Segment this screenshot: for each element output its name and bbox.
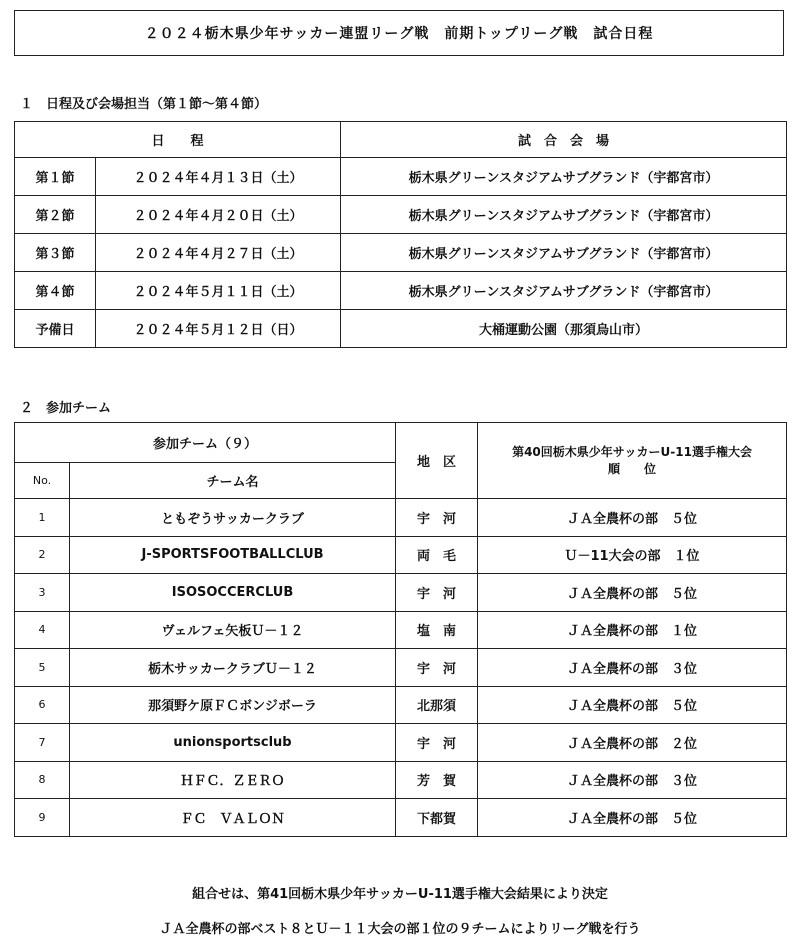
team-no: 2 bbox=[15, 536, 70, 574]
team-row bbox=[15, 649, 787, 687]
team-row bbox=[15, 536, 787, 574]
team-name: ISOSOCCERCLUB bbox=[70, 574, 396, 612]
schedule-venue: 栃木県グリーンスタジアムサブグランド（宇都宮市） bbox=[341, 234, 787, 272]
teams-header-result-title: 第40回栃木県少年サッカーU-11選手権大会 bbox=[512, 444, 752, 459]
team-row bbox=[15, 499, 787, 537]
section2-heading: ２ 参加チーム bbox=[20, 401, 112, 416]
team-row bbox=[15, 611, 787, 649]
schedule-venue: 栃木県グリーンスタジアムサブグランド（宇都宮市） bbox=[341, 272, 787, 310]
team-result: ＪＡ全農杯の部 ５位 bbox=[478, 799, 787, 837]
teams-header-area: 地 区 bbox=[396, 423, 478, 499]
team-name: ヴェルフェ矢板Ｕ－１２ bbox=[70, 611, 396, 649]
schedule-header-date: 日 程 bbox=[15, 122, 341, 158]
team-no: 3 bbox=[15, 574, 70, 612]
team-result: ＪＡ全農杯の部 ５位 bbox=[478, 574, 787, 612]
team-no: 8 bbox=[15, 761, 70, 799]
schedule-label: 予備日 bbox=[15, 310, 96, 348]
schedule-row bbox=[15, 196, 787, 234]
schedule-row bbox=[15, 234, 787, 272]
schedule-row bbox=[15, 158, 787, 196]
schedule-venue: 栃木県グリーンスタジアムサブグランド（宇都宮市） bbox=[341, 158, 787, 196]
team-name: J-SPORTSFOOTBALLCLUB bbox=[70, 536, 396, 574]
team-name: unionsportsclub bbox=[70, 724, 396, 762]
schedule-row bbox=[15, 310, 787, 348]
teams-table bbox=[14, 422, 787, 837]
team-no: 4 bbox=[15, 611, 70, 649]
team-row bbox=[15, 686, 787, 724]
schedule-header-venue: 試 合 会 場 bbox=[341, 122, 787, 158]
team-area: 芳 賀 bbox=[396, 761, 478, 799]
schedule-date: ２０２４年４月２０日（土） bbox=[96, 196, 341, 234]
schedule-date: ２０２４年５月１２日（日） bbox=[96, 310, 341, 348]
team-result: ＪＡ全農杯の部 ３位 bbox=[478, 761, 787, 799]
team-name: ＨＦＣ．ＺＥＲＯ bbox=[70, 761, 396, 799]
team-result: Ｕ－11大会の部 １位 bbox=[478, 536, 787, 574]
schedule-date: ２０２４年４月１３日（土） bbox=[96, 158, 341, 196]
team-no: 7 bbox=[15, 724, 70, 762]
schedule-date: ２０２４年５月１１日（土） bbox=[96, 272, 341, 310]
teams-header-group: 参加チーム（９） bbox=[15, 423, 396, 463]
team-row bbox=[15, 724, 787, 762]
note-combination: 組合せは、第41回栃木県少年サッカーU-11選手権大会結果により決定 bbox=[192, 887, 608, 902]
section1-heading: １ 日程及び会場担当（第１節～第４節） bbox=[20, 97, 268, 112]
schedule-venue: 栃木県グリーンスタジアムサブグランド（宇都宮市） bbox=[341, 196, 787, 234]
team-no: 5 bbox=[15, 649, 70, 687]
team-no: 9 bbox=[15, 799, 70, 837]
team-name: ともぞうサッカークラブ bbox=[70, 499, 396, 537]
team-area: 下都賀 bbox=[396, 799, 478, 837]
team-row bbox=[15, 574, 787, 612]
team-name: 栃木サッカークラブＵ－１２ bbox=[70, 649, 396, 687]
schedule-label: 第２節 bbox=[15, 196, 96, 234]
team-result: ＪＡ全農杯の部 １位 bbox=[478, 611, 787, 649]
team-result: ＪＡ全農杯の部 ２位 bbox=[478, 724, 787, 762]
team-area: 宇 河 bbox=[396, 499, 478, 537]
teams-header-team: チーム名 bbox=[70, 463, 396, 499]
document-title: ２０２４栃木県少年サッカー連盟リーグ戦 前期トップリーグ戦 試合日程 bbox=[14, 10, 784, 56]
team-area: 両 毛 bbox=[396, 536, 478, 574]
team-area: 宇 河 bbox=[396, 649, 478, 687]
team-row bbox=[15, 799, 787, 837]
team-result: ＪＡ全農杯の部 ５位 bbox=[478, 686, 787, 724]
team-area: 宇 河 bbox=[396, 574, 478, 612]
note-league-format: ＪＡ全農杯の部ベスト８とＵ－１１大会の部１位の９チームによりリーグ戦を行う bbox=[159, 922, 641, 937]
teams-header-result-rank: 順 位 bbox=[608, 461, 657, 476]
team-area: 北那須 bbox=[396, 686, 478, 724]
schedule-date: ２０２４年４月２７日（土） bbox=[96, 234, 341, 272]
schedule-row bbox=[15, 272, 787, 310]
team-result: ＪＡ全農杯の部 ５位 bbox=[478, 499, 787, 537]
team-area: 塩 南 bbox=[396, 611, 478, 649]
team-result: ＪＡ全農杯の部 ３位 bbox=[478, 649, 787, 687]
schedule-label: 第３節 bbox=[15, 234, 96, 272]
team-no: 1 bbox=[15, 499, 70, 537]
schedule-venue: 大桶運動公園（那須烏山市） bbox=[341, 310, 787, 348]
schedule-label: 第４節 bbox=[15, 272, 96, 310]
team-no: 6 bbox=[15, 686, 70, 724]
team-name: ＦＣ ＶＡＬＯＮ bbox=[70, 799, 396, 837]
team-row bbox=[15, 761, 787, 799]
team-area: 宇 河 bbox=[396, 724, 478, 762]
schedule-header-row bbox=[15, 122, 787, 158]
team-name: 那須野ケ原ＦＣボンジボーラ bbox=[70, 686, 396, 724]
teams-header-row bbox=[15, 423, 787, 463]
teams-header-result bbox=[478, 423, 787, 499]
teams-header-no: No. bbox=[15, 463, 70, 499]
schedule-label: 第１節 bbox=[15, 158, 96, 196]
schedule-table bbox=[14, 121, 787, 348]
